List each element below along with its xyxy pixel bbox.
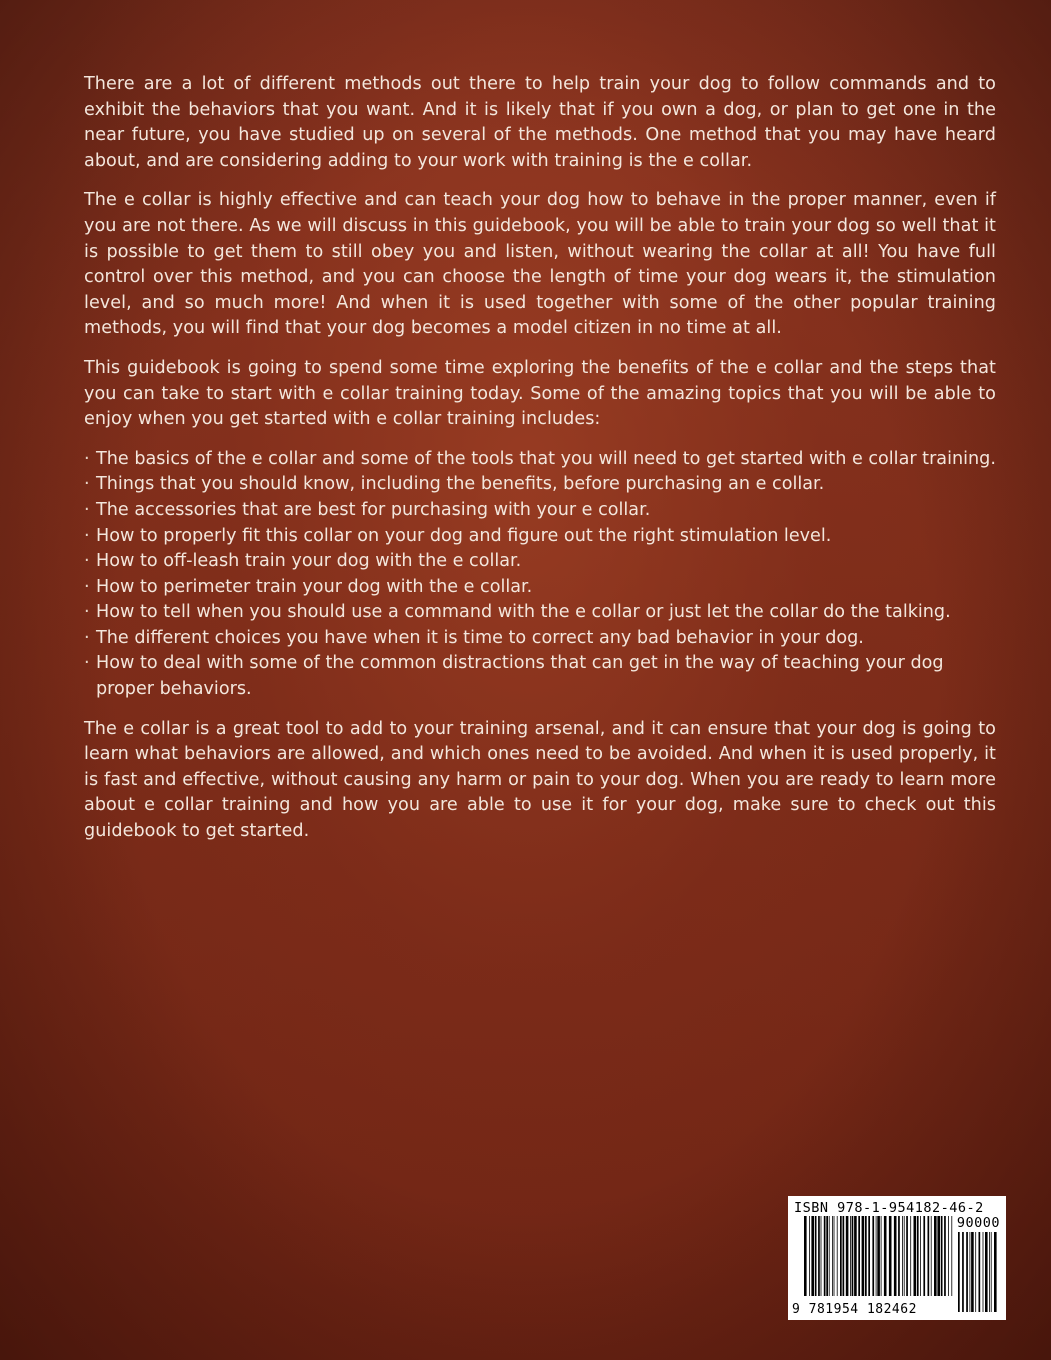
barcode-bar [840,1216,842,1296]
barcode-bar [872,1216,874,1296]
barcode-bar [920,1216,921,1296]
barcode-bar [881,1216,882,1296]
barcode-bar [917,1216,919,1296]
barcode-bar [852,1216,854,1296]
isbn-label: ISBN 978-1-954182-46-2 [794,1200,984,1216]
barcode-bar [877,1216,880,1296]
price-code: 90000 [956,1215,1000,1231]
barcode-bar [862,1216,865,1296]
barcode-bar [832,1216,833,1296]
barcode-bar [894,1216,897,1296]
topics-intro-paragraph: This guidebook is going to spend some time exploring the benefits of the e collar and the steps that you can take to start with e collar training today. Some of the amazing topics that you will be able to enjoy when you get started with e collar training includes: [84,357,996,430]
bullet-icon: · [84,448,90,469]
barcode-bar [970,1232,971,1312]
barcode-bar [854,1216,857,1296]
barcode-bars-icon [804,1216,954,1296]
barcode-bar [898,1216,900,1296]
barcode-bar [910,1216,911,1296]
barcode-bar [902,1216,903,1296]
barcode-bar [809,1216,810,1296]
barcode-bar [989,1232,990,1312]
barcode-bar [876,1216,877,1296]
bullet-icon: · [84,474,90,495]
barcode-bar [846,1216,849,1296]
barcode-bar [971,1232,974,1312]
barcode-bar [944,1216,946,1296]
barcode-bar [865,1216,867,1296]
barcode-bar [906,1216,908,1296]
barcode-bar [815,1216,817,1296]
barcode-bar [811,1216,814,1296]
barcode-bar [923,1216,925,1296]
list-item: · How to perimeter train your dog with the e collar. [84,575,996,601]
barcode-bar [983,1232,984,1312]
bullet-icon: · [84,525,90,546]
effectiveness-paragraph: The e collar is highly effective and can teach your dog how to behave in the proper manner, even if you are not there. As we will discuss in this guidebook, you will be able to train your dog so well that it is possible to get them to still obey you and listen, without wearing the collar at all! You have full control over this method, and you can choose the length of time your dog wears it, the stimulation level, and so much more! And when it is used together with some of the other popular training methods, you will find that your dog becomes a model citizen in no time at all. [84,190,996,339]
bullet-icon: · [84,499,90,520]
barcode-bar [904,1216,905,1296]
barcode-bar [850,1216,851,1296]
bullet-icon: · [84,551,90,572]
barcode-bar [858,1216,860,1296]
list-item: · How to tell when you should use a command with the e collar or just let the collar do the talking. [84,600,996,626]
list-item: · The accessories that are best for purchasing with your e collar. [84,498,996,524]
barcode-bar [979,1232,981,1312]
barcode-bar [937,1216,940,1296]
barcode-digits: 9 781954 182462 [792,1302,917,1317]
list-item: · The different choices you have when it is time to correct any bad behavior in your dog. [84,626,996,652]
bullet-icon: · [84,576,90,597]
isbn-barcode [788,1196,1006,1320]
barcode-bar [966,1232,968,1312]
bullet-icon: · [84,653,90,674]
list-item: · How to properly fit this collar on your dog and figure out the right stimulation level. [84,524,996,550]
barcode-bar [931,1216,932,1296]
barcode-bar [821,1216,822,1296]
barcode-bar [843,1216,845,1296]
barcode-bar [826,1216,828,1296]
barcode-bar [834,1216,835,1296]
list-item: · The basics of the e collar and some of the tools that you will need to get started with e collar training. [84,447,996,473]
barcode-bar [975,1232,976,1312]
barcode-bar [914,1216,917,1296]
list-item: · How to deal with some of the common distractions that can get in the way of teaching your dog proper behaviors. [84,653,944,700]
barcode-bar [985,1232,988,1312]
list-item: · Things that you should know, including the benefits, before purchasing an e collar. [84,472,996,498]
barcode-bar [824,1216,826,1296]
bullet-icon: · [84,602,90,623]
barcode-bar [837,1216,838,1296]
description-text [84,72,996,859]
barcode-bar [804,1216,807,1296]
intro-paragraph: There are a lot of different methods out there to help train your dog to follow commands and to exhibit the behaviors that you want. And it is likely that if you own a dog, or plan to get one in the near future, you have studied up on several of the methods. One method that you may have heard about, and are considering adding to your work with training is the e collar. [84,74,996,171]
topics-list [84,447,996,703]
barcode-bar [889,1216,892,1296]
barcode-bar [941,1216,943,1296]
bullet-icon: · [84,627,90,648]
barcode-bar [958,1232,960,1312]
barcode-bar [934,1216,937,1296]
barcode-bar [868,1216,870,1296]
closing-paragraph: The e collar is a great tool to add to your training arsenal, and it can ensure that your dog is going to learn what behaviors are allowed, and which ones need to be avoided. And when it is used properly, it is fast and effective, without causing any harm or pain to your dog. When you are ready to learn more about e collar training and how you are able to use it for your dog, make sure to check out this guidebook to get started. [84,718,996,842]
barcode-bar [818,1216,820,1296]
addon-barcode-bars-icon [958,1232,998,1312]
barcode-bar [991,1232,992,1312]
barcode-bar [948,1216,949,1296]
barcode-bar [928,1216,930,1296]
barcode-bar [962,1232,964,1312]
barcode-bar [994,1232,997,1312]
barcode-bar [829,1216,830,1296]
barcode-bar [884,1216,887,1296]
barcode-bar [951,1216,952,1296]
list-item: · How to off-leash train your dog with the e collar. [84,549,996,575]
